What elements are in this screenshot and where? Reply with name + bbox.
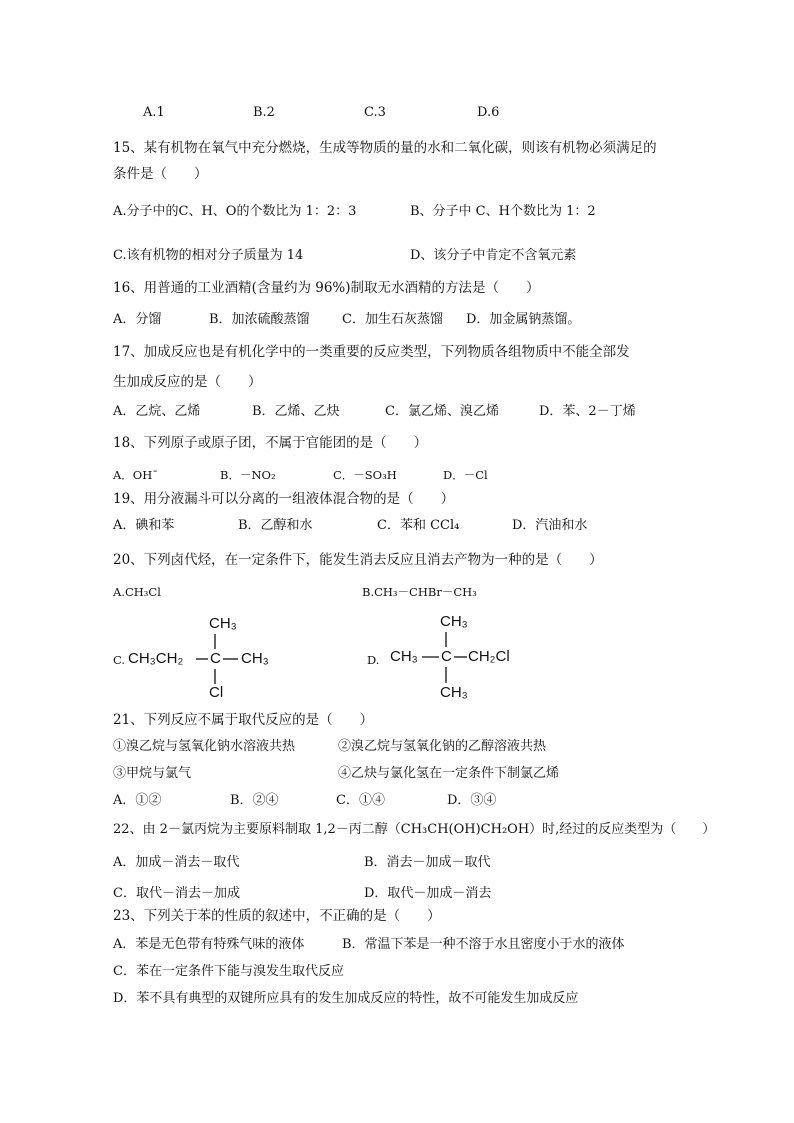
q16-option-d[interactable]: D．加金属钠蒸馏。 xyxy=(466,312,581,327)
q22-option-a[interactable]: A．加成－消去－取代 xyxy=(113,855,240,870)
q21-option-b[interactable]: B．②④ xyxy=(230,793,279,808)
q23-stem: 23、下列关于苯的性质的叙述中，不正确的是（ ） xyxy=(113,908,441,924)
q19-option-b[interactable]: B．乙醇和水 xyxy=(238,518,313,533)
q20-option-a[interactable]: A.CH₃Cl xyxy=(113,585,161,599)
q19-option-a[interactable]: A．碘和苯 xyxy=(113,518,175,533)
q20-d-right-group: CH₂Cl xyxy=(468,648,510,665)
q21-option-a[interactable]: A．①② xyxy=(113,793,162,808)
q20-c-left-group: CH₃CH₂ xyxy=(128,650,184,667)
q14-option-d[interactable]: D.6 xyxy=(477,105,500,120)
q16-option-b[interactable]: B．加浓硫酸蒸馏 xyxy=(209,312,310,327)
q20-stem: 20、下列卤代烃，在一定条件下，能发生消去反应且消去产物为一种的是（ ） xyxy=(113,552,603,568)
q17-option-b[interactable]: B．乙烯、乙炔 xyxy=(252,404,340,419)
q15-option-c[interactable]: C.该有机物的相对分子质量为 14 xyxy=(113,248,304,263)
q21-stem: 21、下列反应不属于取代反应的是（ ） xyxy=(113,712,374,728)
q19-stem: 19、用分液漏斗可以分离的一组液体混合物的是（ ） xyxy=(113,491,455,507)
q20-c-right-group: CH₃ xyxy=(241,650,269,667)
q17-option-c[interactable]: C．氯乙烯、溴乙烯 xyxy=(385,404,499,419)
q20-d-center-atom: C xyxy=(441,648,452,665)
q20-option-d-label[interactable]: D. xyxy=(367,653,380,667)
q21-item-2: ②溴乙烷与氢氧化钠的乙醇溶液共热 xyxy=(338,739,547,754)
q20-d-left-group: CH₃ xyxy=(390,648,418,665)
q20-c-center-atom: C xyxy=(210,650,221,667)
q16-stem: 16、用普通的工业酒精(含量约为 96%)制取无水酒精的方法是（ ） xyxy=(113,280,540,296)
q22-option-c[interactable]: C．取代－消去－加成 xyxy=(113,886,240,901)
q18-option-c[interactable]: C．－SO₃H xyxy=(333,468,397,482)
q21-item-3: ③甲烷与氯气 xyxy=(113,766,192,781)
q20-d-bottom-group: CH₃ xyxy=(440,684,468,701)
q20-c-bottom-group: Cl xyxy=(209,684,224,701)
q14-option-a[interactable]: A.1 xyxy=(143,105,165,120)
q19-option-d[interactable]: D．汽油和水 xyxy=(512,518,588,533)
q19-option-c[interactable]: C．苯和 CCl₄ xyxy=(377,518,460,533)
q14-option-c[interactable]: C.3 xyxy=(364,105,386,120)
q16-option-c[interactable]: C．加生石灰蒸馏 xyxy=(342,312,443,327)
q18-option-a[interactable]: A．OH¯ xyxy=(113,468,159,482)
q16-option-a[interactable]: A．分馏 xyxy=(113,312,162,327)
q17-option-a[interactable]: A．乙烷、乙烯 xyxy=(113,404,201,419)
q21-item-4: ④乙炔与氯化氢在一定条件下制氯乙烯 xyxy=(338,766,560,781)
q22-stem: 22、由 2－氯丙烷为主要原料制取 1,2－丙二醇（CH₃CH(OH)CH₂OH）时,经过的反应类型为（ ） xyxy=(113,822,716,837)
q17-stem-line1: 17、加成反应也是有机化学中的一类重要的反应类型，下列物质各组物质中不能全部发 xyxy=(113,344,630,360)
q17-stem-line2: 生加成反应的是（ ） xyxy=(113,374,262,390)
q20-option-b[interactable]: B.CH₃－CHBr－CH₃ xyxy=(362,585,477,599)
q20-c-top-group: CH₃ xyxy=(209,615,237,632)
q20-option-c-label[interactable]: C. xyxy=(113,653,126,667)
q15-stem-line2: 条件是（ ） xyxy=(113,166,208,182)
q21-item-1: ①溴乙烷与氢氧化钠水溶液共热 xyxy=(113,739,296,754)
q15-option-a[interactable]: A.分子中的C、H、O的个数比为 1：2：3 xyxy=(113,204,357,219)
q18-option-d[interactable]: D．－Cl xyxy=(443,468,488,482)
q18-option-b[interactable]: B．－NO₂ xyxy=(220,468,276,482)
q17-option-d[interactable]: D．苯、2－丁烯 xyxy=(539,404,636,419)
q21-option-c[interactable]: C．①④ xyxy=(336,793,385,808)
q23-option-a[interactable]: A．苯是无色带有特殊气味的液体 xyxy=(113,937,305,952)
q15-option-b[interactable]: B、分子中 C、H个数比为 1：2 xyxy=(410,204,596,219)
q23-option-b[interactable]: B．常温下苯是一种不溶于水且密度小于水的液体 xyxy=(342,937,625,952)
q23-option-c[interactable]: C．苯在一定条件下能与溴发生取代反应 xyxy=(113,964,344,979)
q18-stem: 18、下列原子或原子团，不属于官能团的是（ ） xyxy=(113,435,428,451)
q20-d-top-group: CH₃ xyxy=(440,613,468,630)
q22-option-d[interactable]: D．取代－加成－消去 xyxy=(364,886,492,901)
q23-option-d[interactable]: D．苯不具有典型的双键所应具有的发生加成反应的特性，故不可能发生加成反应 xyxy=(113,991,579,1006)
q15-option-d[interactable]: D、该分子中肯定不含氧元素 xyxy=(410,248,577,263)
q14-option-b[interactable]: B.2 xyxy=(253,105,275,120)
q22-option-b[interactable]: B．消去－加成－取代 xyxy=(364,855,491,870)
q15-stem-line1: 15、某有机物在氧气中充分燃烧，生成等物质的量的水和二氧化碳，则该有机物必须满足的 xyxy=(113,140,657,156)
q21-option-d[interactable]: D．③④ xyxy=(447,793,497,808)
